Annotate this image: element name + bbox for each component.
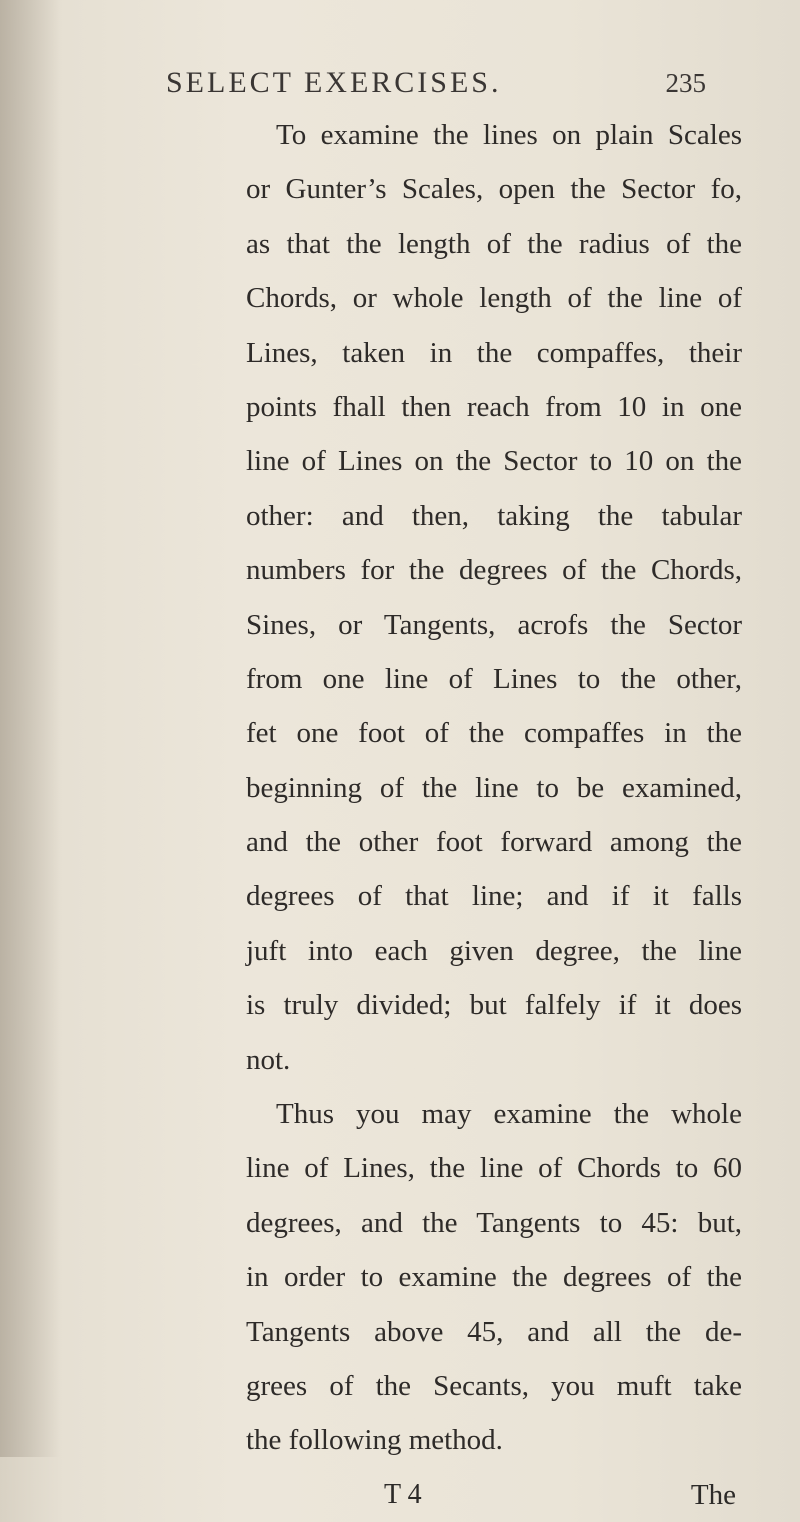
text-line: as that the length of the radius of the (246, 227, 742, 260)
paragraph-1 (246, 108, 742, 1087)
text-line: Sines, or Tangents, acrofs the Sector (246, 608, 742, 641)
catchword: The (690, 1478, 736, 1511)
text-line: fet one foot of the compaffes in the (246, 717, 742, 750)
text-line: degrees of that line; and if it falls (246, 880, 742, 913)
text-line: points fhall then reach from 10 in one (246, 390, 742, 423)
text-line: beginning of the line to be examined, (246, 771, 742, 804)
text-line: line of Lines on the Sector to 10 on the (246, 445, 742, 478)
text-line: is truly divided; but falfely if it does (246, 989, 742, 1022)
text-line: numbers for the degrees of the Chords, (246, 554, 742, 587)
text-line: Tangents above 45, and all the de- (246, 1315, 742, 1348)
text-line: degrees, and the Tangents to 45: but, (246, 1206, 742, 1239)
text-line: in order to examine the degrees of the (246, 1261, 742, 1294)
page-number: 235 (665, 68, 706, 98)
paragraph-2 (246, 1087, 742, 1468)
signature-mark: T 4 (384, 1478, 422, 1510)
text-line: from one line of Lines to the other, (246, 662, 742, 695)
text-line: Chords, or whole length of the line of (246, 282, 742, 315)
text-line: To examine the lines on plain Scales (276, 119, 742, 151)
page-header (166, 66, 706, 106)
text-line: or Gunter’s Scales, open the Sector fo, (246, 173, 742, 206)
text-line: grees of the Secants, you muft take (246, 1369, 742, 1402)
page-edge-shadow (0, 0, 60, 1457)
body-text (246, 108, 742, 1522)
text-line: not. (246, 1043, 291, 1076)
text-line: other: and then, taking the tabular (246, 499, 742, 532)
text-line: the following method. (246, 1424, 503, 1457)
text-line: line of Lines, the line of Chords to 60 (246, 1152, 742, 1185)
text-line: Lines, taken in the compaffes, their (246, 336, 742, 369)
running-head: SELECT EXERCISES. (166, 66, 502, 99)
text-line: and the other foot forward among the (246, 826, 742, 859)
text-line: juft into each given degree, the line (246, 934, 742, 967)
text-line: Thus you may examine the whole (276, 1098, 742, 1131)
page-footer (246, 1468, 742, 1522)
